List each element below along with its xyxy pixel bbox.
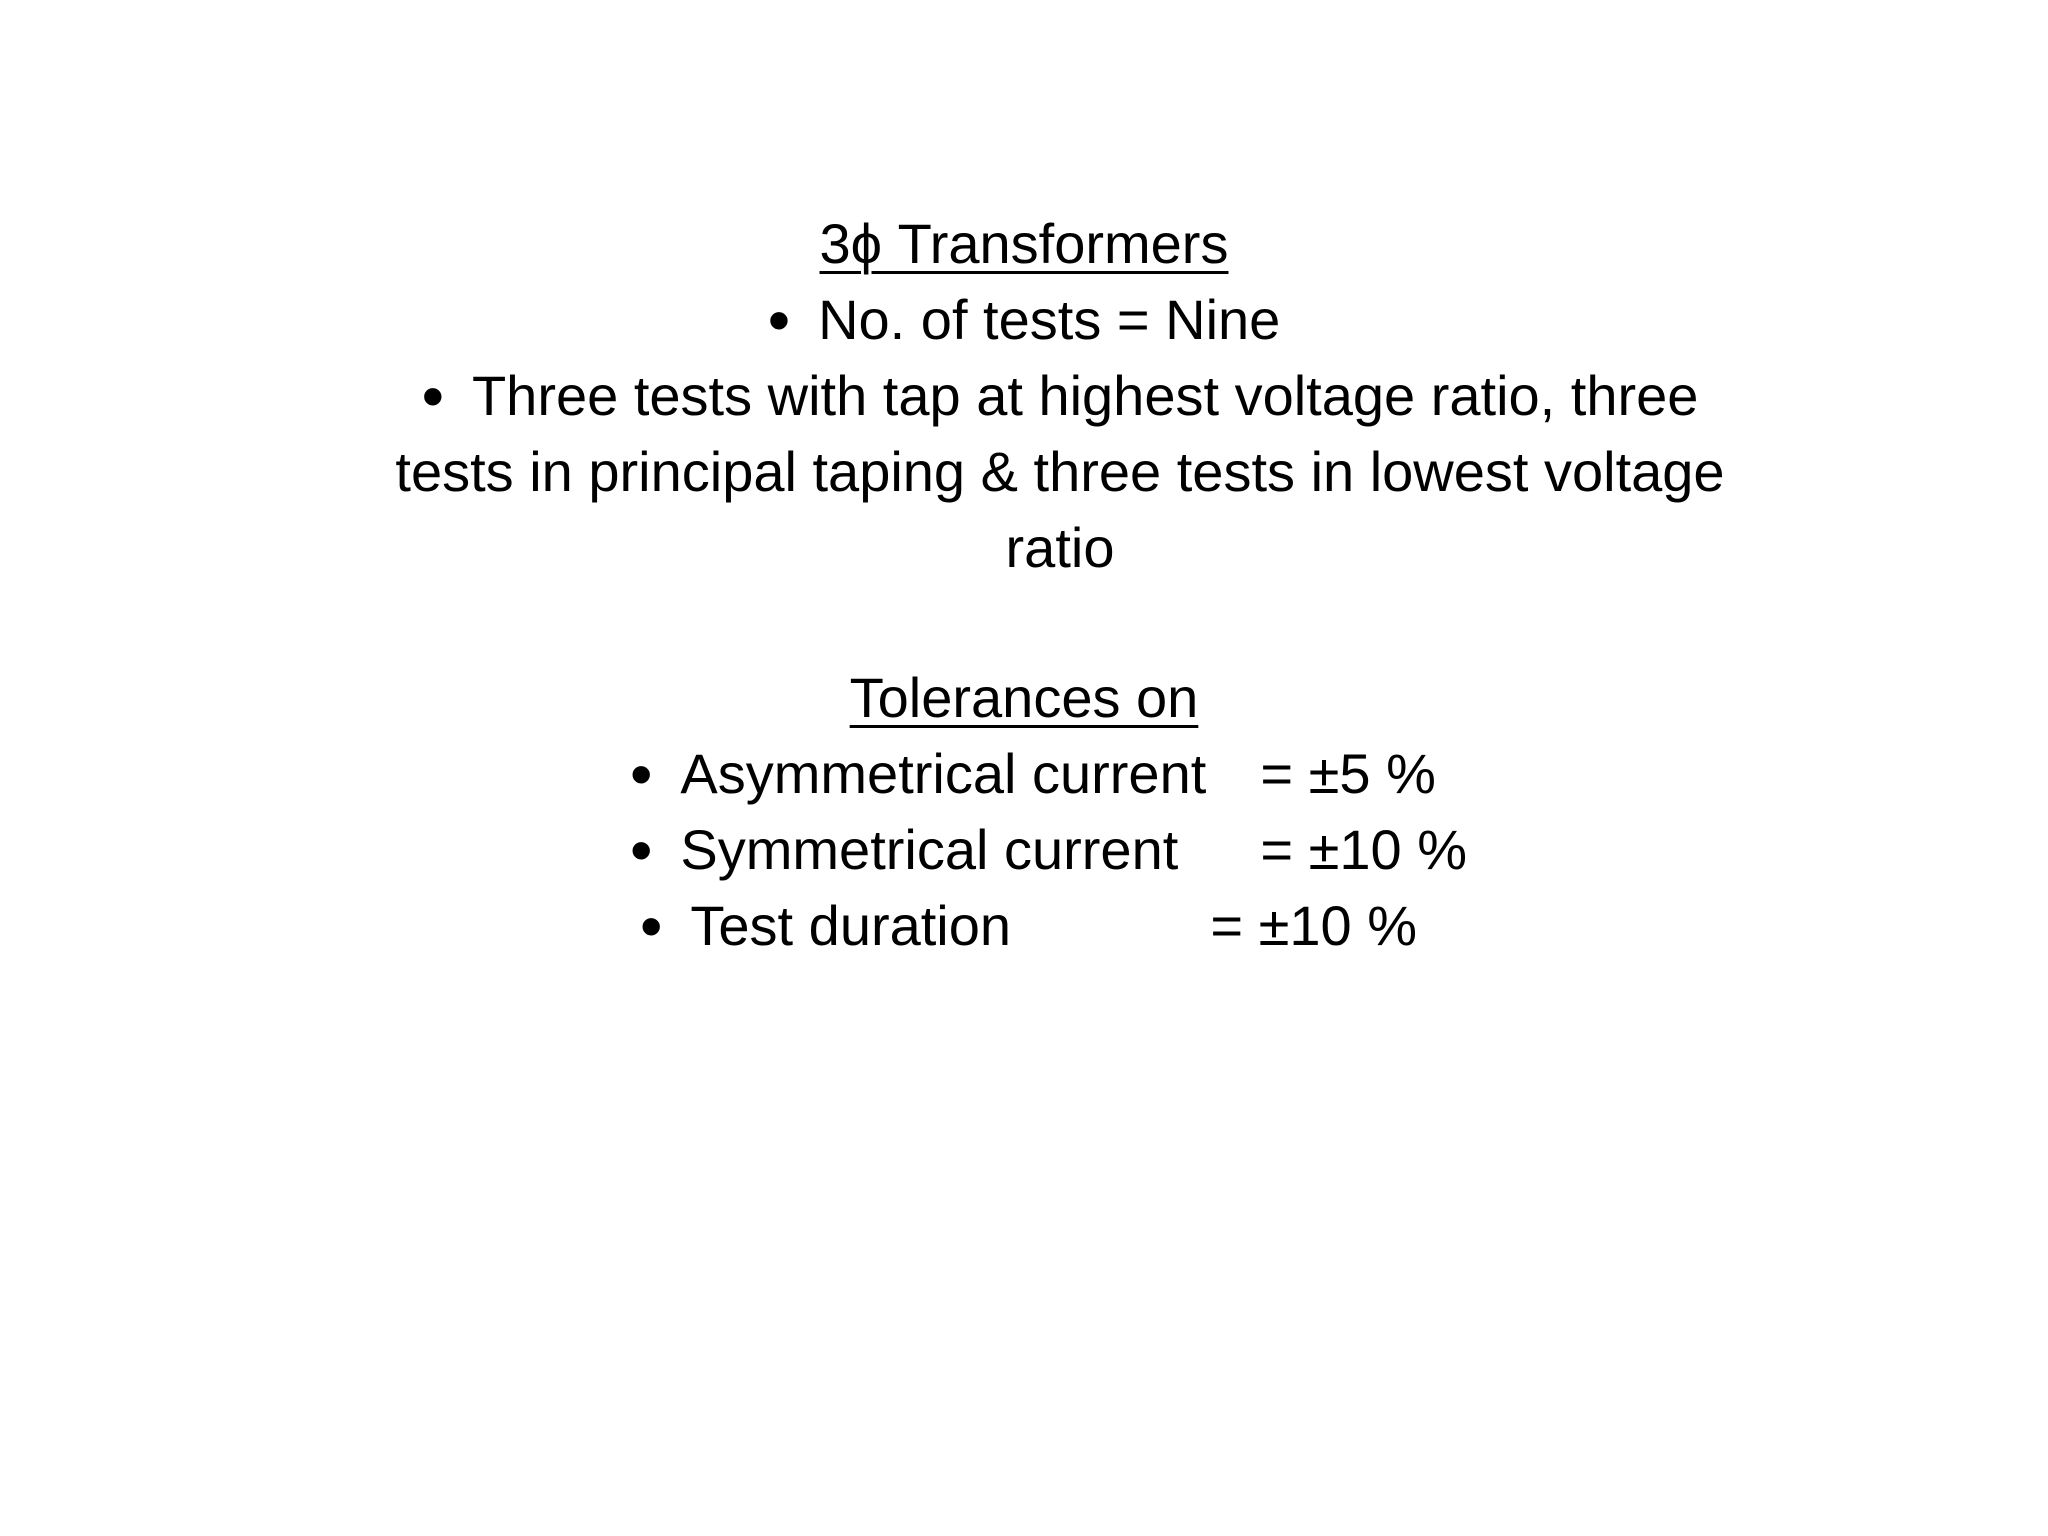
bullet-icon: •: [640, 890, 663, 962]
tolerance-label: Symmetrical current: [680, 818, 1179, 881]
tests-count-bullet: [0, 282, 2048, 358]
tap-tests-bullet: [360, 358, 1760, 586]
tolerance-value: = ±10 %: [1210, 894, 1418, 957]
tests-count-text: No. of tests = Nine: [818, 288, 1281, 351]
section1-heading: [0, 206, 2048, 282]
tolerance-label: Asymmetrical current: [680, 742, 1207, 805]
section1-heading-text: 3ϕ Transformers: [819, 212, 1229, 275]
tolerance-row-symmetrical: [630, 812, 1467, 888]
tap-tests-text: Three tests with tap at highest voltage ratio, three tests in principal taping & three tests in lowest voltage ratio: [395, 364, 1725, 579]
tolerance-row-asymmetrical: [630, 736, 1436, 812]
tolerance-value: = ±10 %: [1260, 818, 1468, 881]
section2-heading-text: Tolerances on: [849, 666, 1199, 729]
bullet-icon: •: [630, 814, 653, 886]
bullet-icon: •: [630, 738, 653, 810]
tolerance-label: Test duration: [690, 894, 1012, 957]
bullet-icon: •: [767, 284, 791, 356]
bullet-icon: •: [421, 360, 444, 432]
tolerance-row-duration: [640, 888, 1417, 964]
tolerance-value: = ±5 %: [1260, 742, 1436, 805]
section2-heading: [0, 660, 2048, 736]
